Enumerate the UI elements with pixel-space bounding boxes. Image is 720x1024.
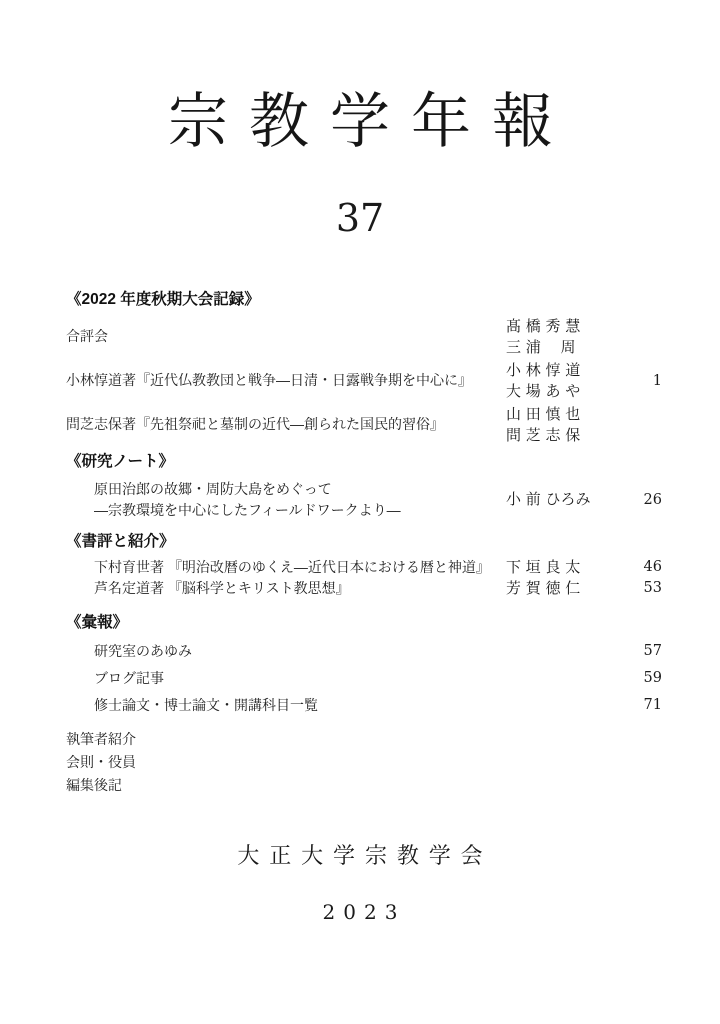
- entry-title: 小林惇道著『近代仏教教団と戦争―日清・日露戦争期を中心に』: [66, 372, 472, 389]
- section-heading: 《2022 年度秋期大会記録》: [66, 290, 260, 308]
- entry-title: 問芝志保著『先祖祭祀と墓制の近代―創られた国民的習俗』: [66, 416, 444, 433]
- toc-entry: [66, 641, 662, 662]
- entry-title: 下村育世著 『明治改暦のゆくえ―近代日本における暦と神道』: [94, 558, 490, 575]
- entry-title: 修士論文・博士論文・開講科目一覧: [94, 696, 318, 713]
- entry-title: 合評会: [66, 328, 108, 345]
- table-of-contents: [66, 290, 662, 797]
- author-name: 問 芝 志 保: [506, 425, 581, 444]
- publisher-name: 大正大学宗教学会: [237, 843, 493, 869]
- toc-entry: [66, 404, 662, 446]
- section-heading: 《彙報》: [66, 613, 129, 631]
- back-matter-item: 編集後記: [66, 776, 122, 793]
- section-book-reviews: [66, 532, 662, 599]
- author-name: 山 田 慎 也: [506, 404, 581, 423]
- entry-title: 芦名定道著 『脳科学とキリスト教思想』: [94, 579, 350, 596]
- journal-title: 宗教学年報: [168, 87, 573, 157]
- entry-title-line: 原田治郎の故郷・周防大島をめぐって: [94, 480, 332, 497]
- issue-number: 37: [335, 196, 385, 240]
- entry-page-number: 1: [652, 372, 662, 389]
- entry-authors: [506, 360, 628, 402]
- back-matter-item: 執筆者紹介: [66, 730, 136, 747]
- entry-page-number: 71: [643, 697, 662, 714]
- author-name: 小 林 惇 道: [506, 360, 581, 379]
- section-bulletin: [66, 613, 662, 716]
- section-heading: 《研究ノート》: [66, 452, 175, 470]
- back-matter: [66, 728, 662, 797]
- entry-authors: [506, 557, 628, 578]
- author-name: 小 前 ひろみ: [506, 490, 591, 509]
- toc-entry: [66, 578, 662, 599]
- author-name: 髙 橋 秀 慧: [506, 316, 581, 335]
- entry-title: ブログ記事: [94, 669, 164, 686]
- toc-entry: [66, 557, 662, 578]
- toc-entry: [66, 695, 662, 716]
- toc-entry: [66, 478, 662, 522]
- section-research-notes: [66, 452, 662, 522]
- imprint: [0, 839, 720, 924]
- entry-page-number: 59: [643, 670, 662, 687]
- section-meeting-records: [66, 290, 662, 446]
- publication-year: 2023: [322, 899, 406, 924]
- entry-title: [66, 479, 506, 521]
- back-matter-item: 会則・役員: [66, 753, 136, 770]
- entry-page-number: 57: [643, 643, 662, 660]
- entry-subtitle-line: ―宗教環境を中心にしたフィールドワークより―: [94, 501, 401, 518]
- toc-entry: [66, 316, 662, 358]
- entry-title: 研究室のあゆみ: [94, 642, 192, 659]
- author-name: 三 浦 周: [506, 337, 576, 356]
- author-name: 大 場 あ や: [506, 381, 581, 400]
- entry-authors: [506, 316, 628, 358]
- entry-authors: [506, 489, 628, 510]
- toc-entry: [66, 360, 662, 402]
- entry-page-number: 46: [643, 559, 662, 576]
- author-name: 下 垣 良 太: [506, 557, 581, 576]
- toc-entry: [66, 668, 662, 689]
- section-heading: 《書評と紹介》: [66, 532, 175, 550]
- entry-page-number: 53: [643, 580, 662, 597]
- entry-authors: [506, 578, 628, 599]
- entry-authors: [506, 404, 628, 446]
- author-name: 芳 賀 徳 仁: [506, 578, 581, 597]
- entry-page-number: 26: [643, 491, 662, 508]
